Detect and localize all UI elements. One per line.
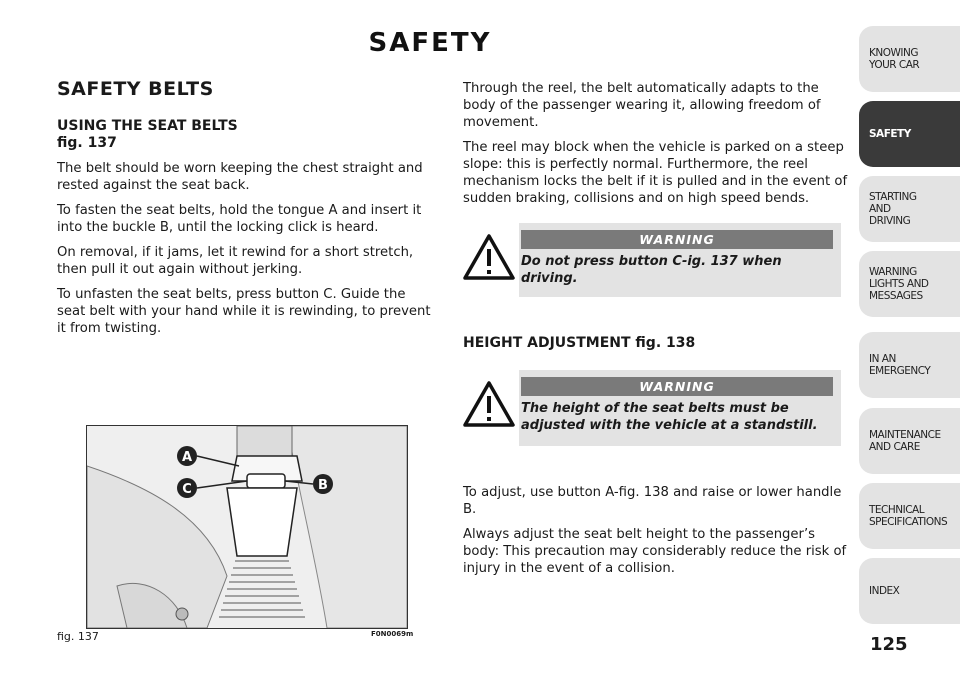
warning-icon (459, 370, 519, 446)
label-a: A (181, 450, 193, 465)
tab-label: STARTING AND DRIVING (869, 191, 917, 227)
tab-label: TECHNICAL SPECIFICATIONS (869, 504, 948, 528)
paragraph: On removal, if it jams, let it rewind for a short stretch, then pull it out again without jerking. (57, 245, 414, 277)
paragraph: To unfasten the seat belts, press button C. Guide the seat belt with your hand while it is rewinding, to prevent it from twisting. (57, 287, 431, 336)
tab-starting-and-driving[interactable] (859, 176, 960, 242)
right-column (463, 80, 849, 585)
figure-caption: fig. 137 (57, 630, 99, 643)
tab-label: MAINTENANCE AND CARE (869, 429, 941, 453)
paragraph: Through the reel, the belt automatically adapts to the body of the passenger wearing it, allowing freedom of movement. (463, 81, 821, 130)
warning-box (459, 223, 841, 297)
subsection-title-line-2: fig. 137 (57, 135, 117, 151)
paragraph: The reel may block when the vehicle is parked on a steep slope: this is perfectly normal. Furthermore, the reel mechanism locks the belt if it is pulled and in the event of sudden braking, collisions and on high speed bends. (463, 140, 848, 206)
label-b: B (318, 478, 328, 493)
warning-text: Do not press button C-ig. 137 when driving. (521, 254, 782, 286)
warning-icon (459, 223, 519, 297)
tab-warning-lights[interactable] (859, 251, 960, 317)
label-c: C (182, 482, 192, 497)
paragraph: To fasten the seat belts, hold the tongue A and insert it into the buckle B, until the locking click is heard. (57, 203, 422, 235)
tab-index[interactable] (859, 558, 960, 624)
tab-technical-specifications[interactable] (859, 483, 960, 549)
tab-label: IN AN EMERGENCY (869, 353, 931, 377)
page-number: 125 (870, 634, 908, 655)
paragraph: The belt should be worn keeping the chest straight and rested against the seat back. (57, 161, 423, 193)
seat-belt-illustration (87, 426, 407, 628)
figure-code: F0N0069m (371, 630, 414, 638)
tab-maintenance[interactable] (859, 408, 960, 474)
tab-label: INDEX (869, 585, 900, 597)
tab-knowing-your-car[interactable] (859, 26, 960, 92)
warning-box (459, 370, 841, 446)
section-title: SAFETY BELTS (57, 78, 214, 100)
tab-emergency[interactable] (859, 332, 960, 398)
warning-text: The height of the seat belts must be adjusted with the vehicle at a standstill. (521, 401, 818, 433)
tab-safety[interactable] (859, 101, 960, 167)
page-title: SAFETY (368, 28, 492, 58)
tab-label: SAFETY (869, 128, 911, 140)
paragraph: Always adjust the seat belt height to the passenger’s body: This precaution may considerably reduce the risk of injury in the event of a collision. (463, 527, 847, 576)
paragraph: To adjust, use button A-fig. 138 and raise or lower handle B. (463, 485, 842, 517)
warning-label: WARNING (521, 377, 833, 396)
subsection-title (57, 118, 437, 152)
figure-137 (86, 425, 408, 629)
left-column (57, 78, 437, 345)
subsection-title-line-1: USING THE SEAT BELTS (57, 118, 238, 134)
tab-label: KNOWING YOUR CAR (869, 47, 920, 71)
warning-label: WARNING (521, 230, 833, 249)
tab-label: WARNING LIGHTS AND MESSAGES (869, 266, 929, 302)
height-adjustment-title: HEIGHT ADJUSTMENT fig. 138 (463, 335, 696, 351)
chapter-sidebar (859, 26, 960, 629)
